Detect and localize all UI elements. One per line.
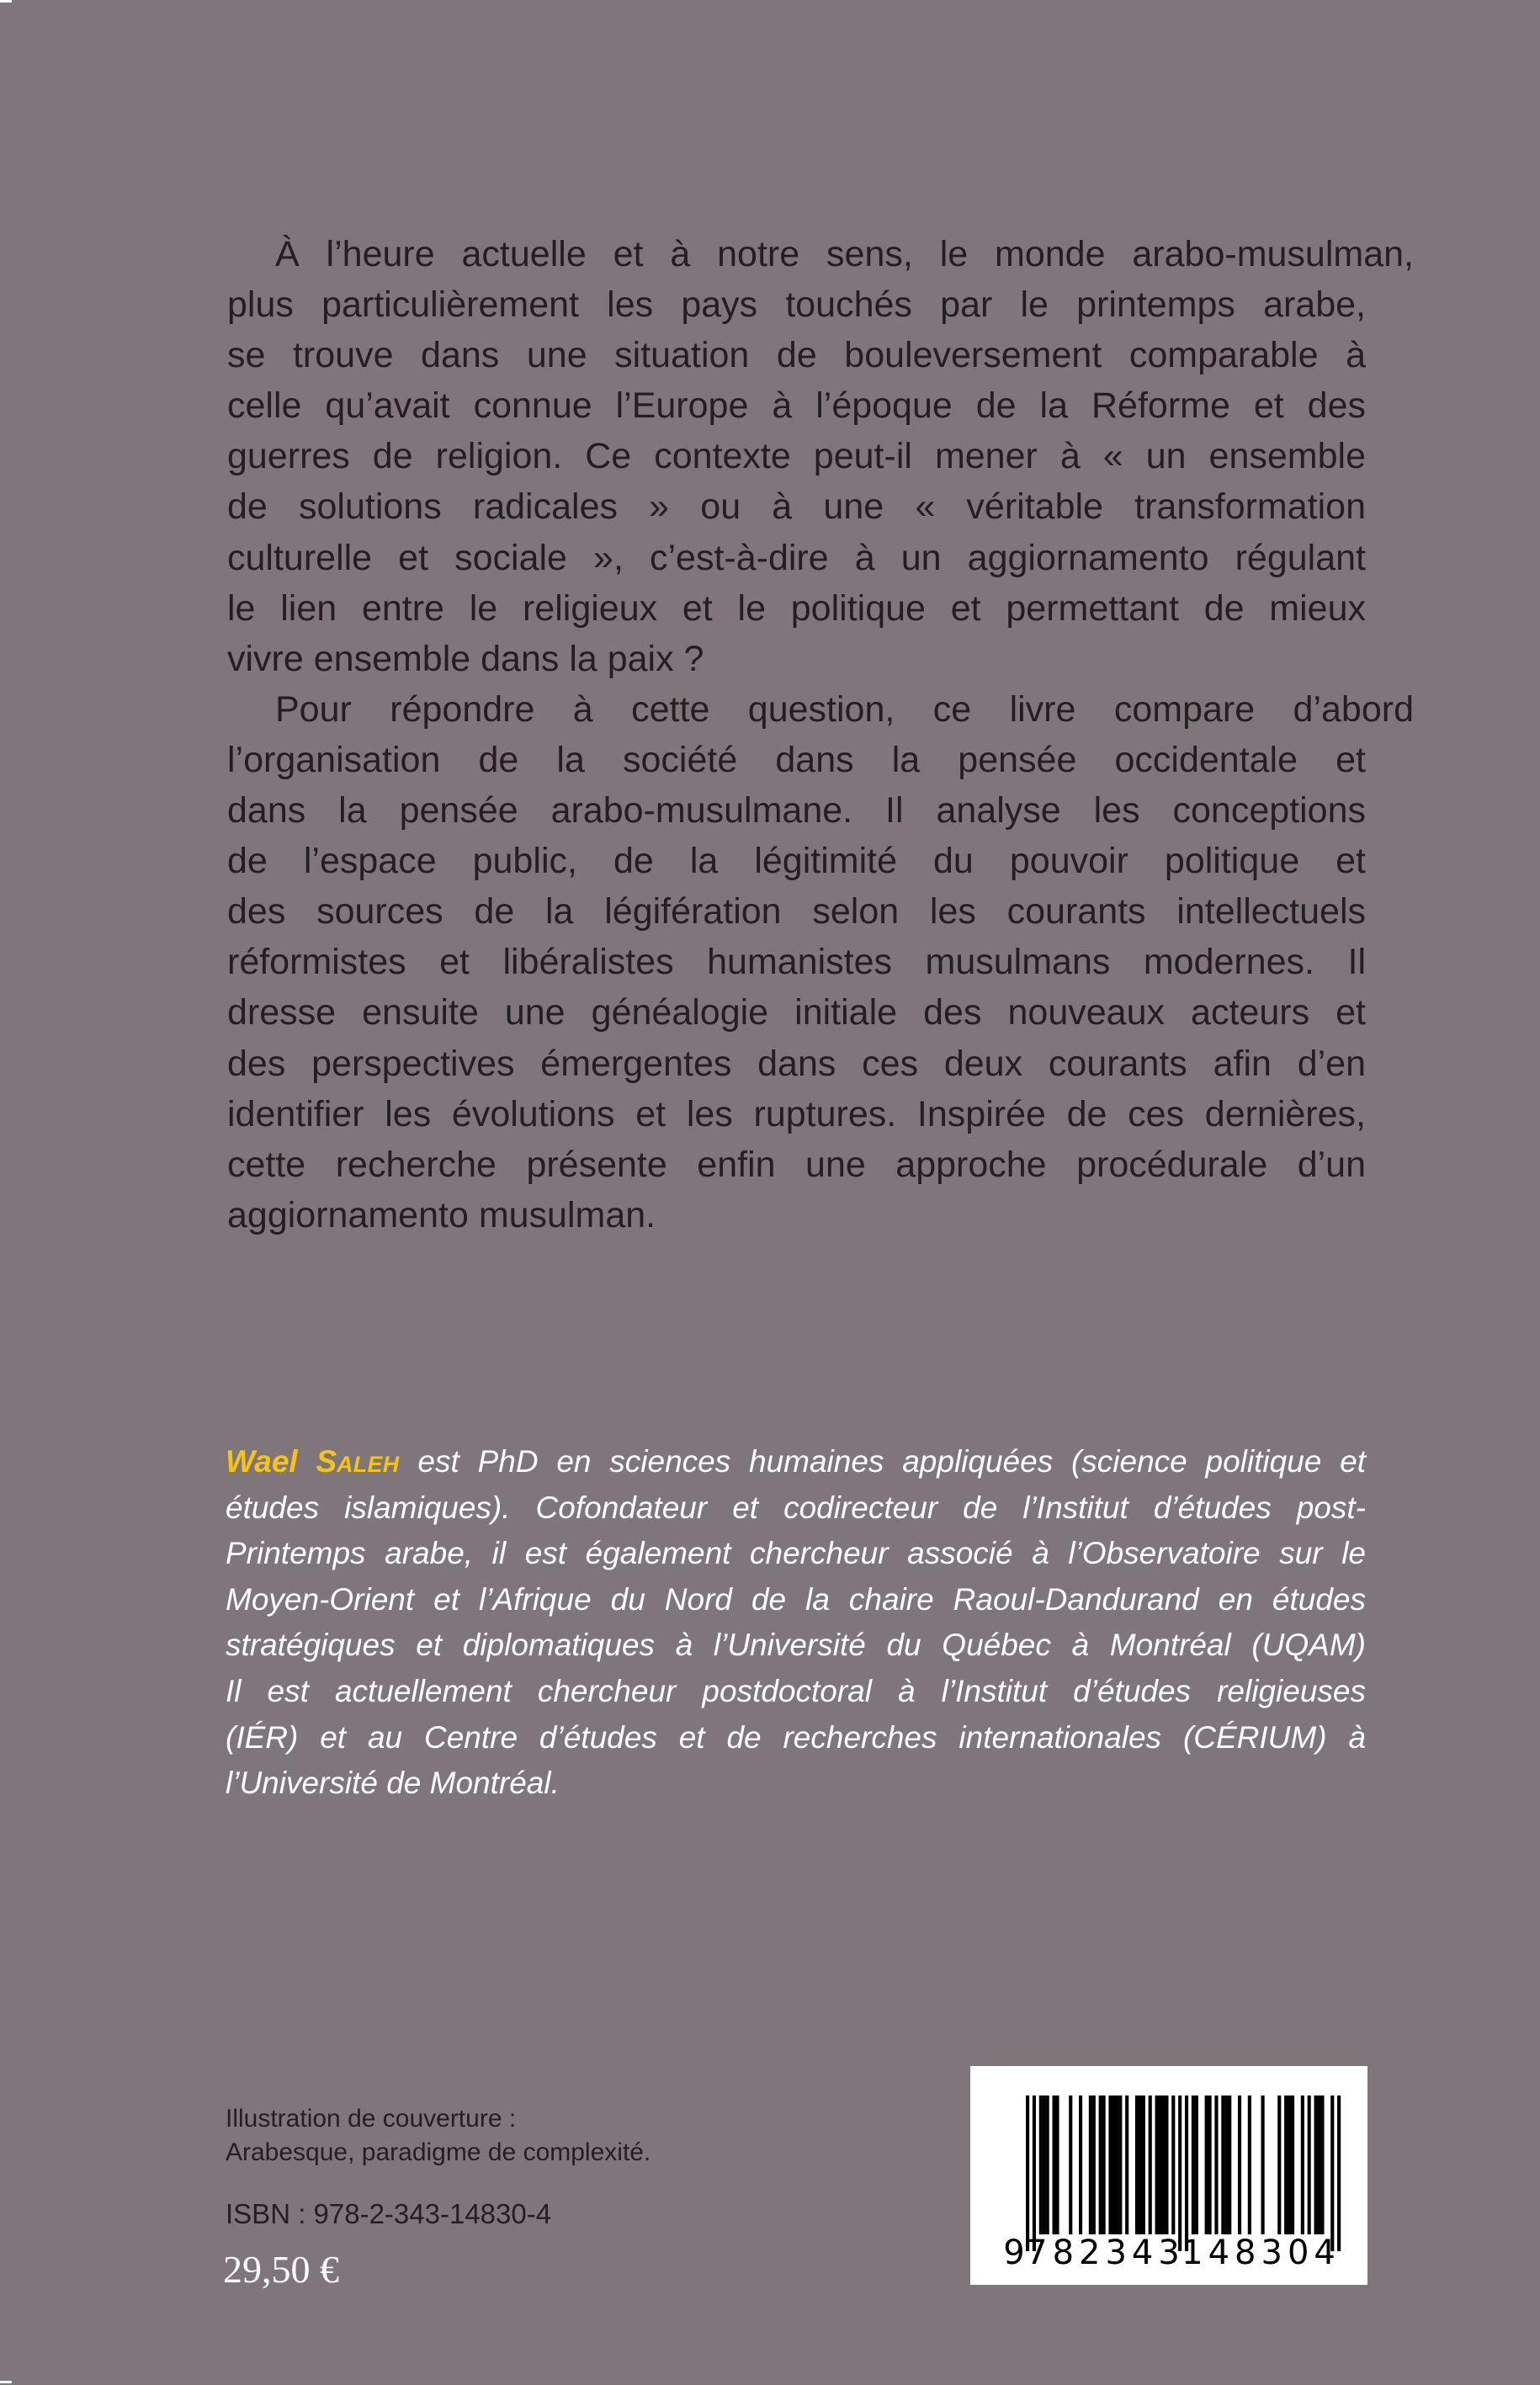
barcode-digits: 148304: [1182, 2234, 1341, 2272]
barcode-bar: [1052, 2096, 1055, 2234]
barcode-bar: [1284, 2096, 1288, 2234]
barcode-graphic: [970, 2066, 1367, 2285]
credit-label: Illustration de couverture :: [226, 2105, 517, 2133]
barcode-bar: [1089, 2096, 1092, 2234]
barcode: [970, 2066, 1367, 2285]
blurb-line: des sources de la légifération selon les courants intellectuels: [227, 891, 1366, 932]
bio-line: stratégiques et diplomatiques à l’Université du Québec à Montréal (UQAM): [226, 1628, 1366, 1663]
barcode-bar: [1046, 2096, 1049, 2234]
barcode-bar: [1330, 2096, 1334, 2251]
bio-first-line-text: est PhD en sciences humaines appliquées (science politique et: [399, 1444, 1366, 1479]
blurb-line: réformistes et libéralistes humanistes musulmans modernes. Il: [227, 942, 1366, 983]
blurb-line: Pour répondre à cette question, ce livre compare d’abord: [275, 688, 1414, 730]
blurb-line: vivre ensemble dans la paix ?: [227, 638, 704, 679]
barcode-bar: [1108, 2096, 1112, 2234]
price: 29,50 €: [223, 2248, 339, 2291]
barcode-bar: [1158, 2096, 1161, 2234]
barcode-bar: [1185, 2096, 1188, 2251]
barcode-bar: [1214, 2096, 1218, 2234]
blurb-line: dans la pensée arabo-musulmane. Il analyse les conceptions: [227, 790, 1366, 831]
barcode-bar: [1178, 2096, 1182, 2251]
barcode-bar: [1277, 2096, 1281, 2234]
barcode-bar: [1171, 2096, 1175, 2234]
barcode-bar: [1135, 2096, 1139, 2234]
author-first-name: Wael: [226, 1444, 298, 1479]
barcode-bar: [1139, 2096, 1142, 2234]
barcode-digits: 782343: [1026, 2234, 1185, 2272]
barcode-bar: [1118, 2096, 1122, 2234]
bio-line: Printemps arabe, il est également chercheur associé à l’Observatoire sur le: [226, 1536, 1366, 1571]
barcode-bar: [1099, 2096, 1102, 2234]
blurb-line: guerres de religion. Ce contexte peut-il mener à « un ensemble: [227, 436, 1366, 477]
blurb-line: À l’heure actuelle et à notre sens, le monde arabo-musulman,: [275, 234, 1414, 274]
bio-line: études islamiques). Cofondateur et codirecteur de l’Institut d’études post-: [226, 1490, 1366, 1525]
barcode-bar: [1314, 2096, 1318, 2234]
barcode-bar: [1043, 2096, 1046, 2234]
author-bio: [226, 1439, 1366, 1807]
barcode-bar: [1165, 2096, 1168, 2234]
barcode-bar: [1291, 2096, 1294, 2234]
barcode-bar: [1317, 2096, 1320, 2234]
barcode-bar: [1238, 2096, 1241, 2234]
blurb-line: aggiornamento musulman.: [227, 1194, 656, 1235]
blurb-line: de l’espace public, de la légitimité du pouvoir politique et: [227, 841, 1366, 882]
barcode-bar: [1261, 2096, 1265, 2234]
bio-line: [226, 1439, 1366, 1485]
barcode-bar: [1069, 2096, 1072, 2234]
blurb-line: dresse ensuite une généalogie initiale des nouveaux acteurs et: [227, 992, 1366, 1033]
barcode-bar: [1192, 2096, 1195, 2234]
barcode-bar: [1033, 2096, 1036, 2251]
barcode-bar: [1026, 2096, 1029, 2251]
bio-line: Moyen-Orient et l’Afrique du Nord de la chaire Raoul-Dandurand en études: [226, 1581, 1366, 1617]
bio-line: (IÉR) et au Centre d’études et de recherches internationales (CÉRIUM) à: [226, 1719, 1366, 1755]
barcode-bar: [1039, 2096, 1043, 2234]
barcode-bar: [1288, 2096, 1291, 2234]
barcode-bar: [1228, 2096, 1231, 2234]
blurb-line: de solutions radicales » ou à une « véritable transformation: [227, 486, 1366, 528]
barcode-bar: [1079, 2096, 1082, 2234]
barcode-bar: [1102, 2096, 1106, 2234]
credit-value: Arabesque, paradigme de complexité.: [226, 2138, 651, 2166]
bio-line: Il est actuellement chercheur postdoctoral à l’Institut d’études religieuses: [226, 1673, 1366, 1708]
barcode-bar: [1125, 2096, 1128, 2234]
crop-mark: [0, 2381, 12, 2383]
barcode-bar: [1149, 2096, 1152, 2234]
barcode-digits: 9: [1003, 2234, 1025, 2272]
barcode-bar: [1112, 2096, 1115, 2234]
blurb-paragraph-1: [227, 229, 1414, 684]
barcode-bar: [1221, 2096, 1224, 2234]
blurb-line: culturelle et sociale », c’est-à-dire à un aggiornamento régulant: [227, 537, 1366, 578]
barcode-bar: [1320, 2096, 1324, 2234]
barcode-bar: [1308, 2096, 1311, 2234]
barcode-bar: [1142, 2096, 1145, 2234]
barcode-bar: [1195, 2096, 1198, 2234]
blurb-line: cette recherche présente enfin une approche procédurale d’un: [227, 1144, 1366, 1185]
blurb-line: des perspectives émergentes dans ces deux courants afin d’en: [227, 1043, 1366, 1084]
barcode-bar: [1248, 2096, 1251, 2234]
author-last-name-rest: ALEH: [337, 1452, 400, 1477]
barcode-bar: [1161, 2096, 1165, 2234]
blurb-line: plus particulièrement les pays touchés par le printemps arabe,: [227, 284, 1366, 326]
cover-blurb: [227, 229, 1414, 1240]
crop-mark: [0, 0, 12, 3]
isbn: ISBN : 978-2-343-14830-4: [226, 2198, 552, 2229]
barcode-bar: [1301, 2096, 1304, 2234]
blurb-line: celle qu’avait connue l’Europe à l’époque de la Réforme et des: [227, 385, 1366, 427]
barcode-bar: [1115, 2096, 1118, 2234]
blurb-line: le lien entre le religieux et le politique et permettant de mieux: [227, 587, 1366, 629]
barcode-bar: [1055, 2096, 1059, 2234]
barcode-bar: [1224, 2096, 1228, 2234]
blurb-line: l’organisation de la société dans la pensée occidentale et: [227, 739, 1366, 780]
barcode-bar: [1092, 2096, 1096, 2234]
author-last-name-initial: S: [316, 1444, 337, 1479]
bio-line: l’Université de Montréal.: [226, 1766, 560, 1801]
blurb-line: se trouve dans une situation de bouleversement comparable à: [227, 335, 1366, 376]
author-name: [226, 1444, 400, 1479]
cover-illustration-credit: [226, 2102, 651, 2170]
barcode-bar: [1205, 2096, 1208, 2234]
barcode-bar: [1208, 2096, 1212, 2234]
blurb-paragraph-2: [227, 684, 1414, 1240]
barcode-bar: [1337, 2096, 1341, 2251]
barcode-bar: [1155, 2096, 1159, 2234]
blurb-line: identifier les évolutions et les ruptures. Inspirée de ces dernières,: [227, 1093, 1366, 1134]
